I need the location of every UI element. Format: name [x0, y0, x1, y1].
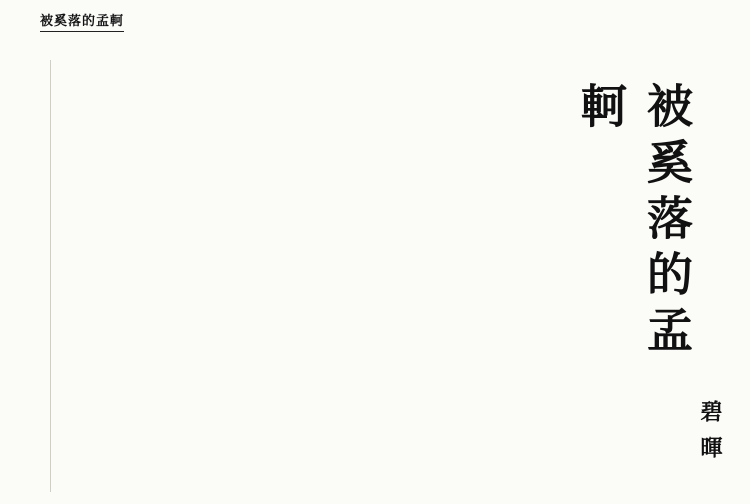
article-title: 被奚落的孟軻 — [574, 82, 694, 362]
running-head: 被奚落的孟軻 — [40, 10, 124, 32]
article-body — [48, 62, 603, 492]
author-name: 碧暉 — [697, 400, 722, 472]
